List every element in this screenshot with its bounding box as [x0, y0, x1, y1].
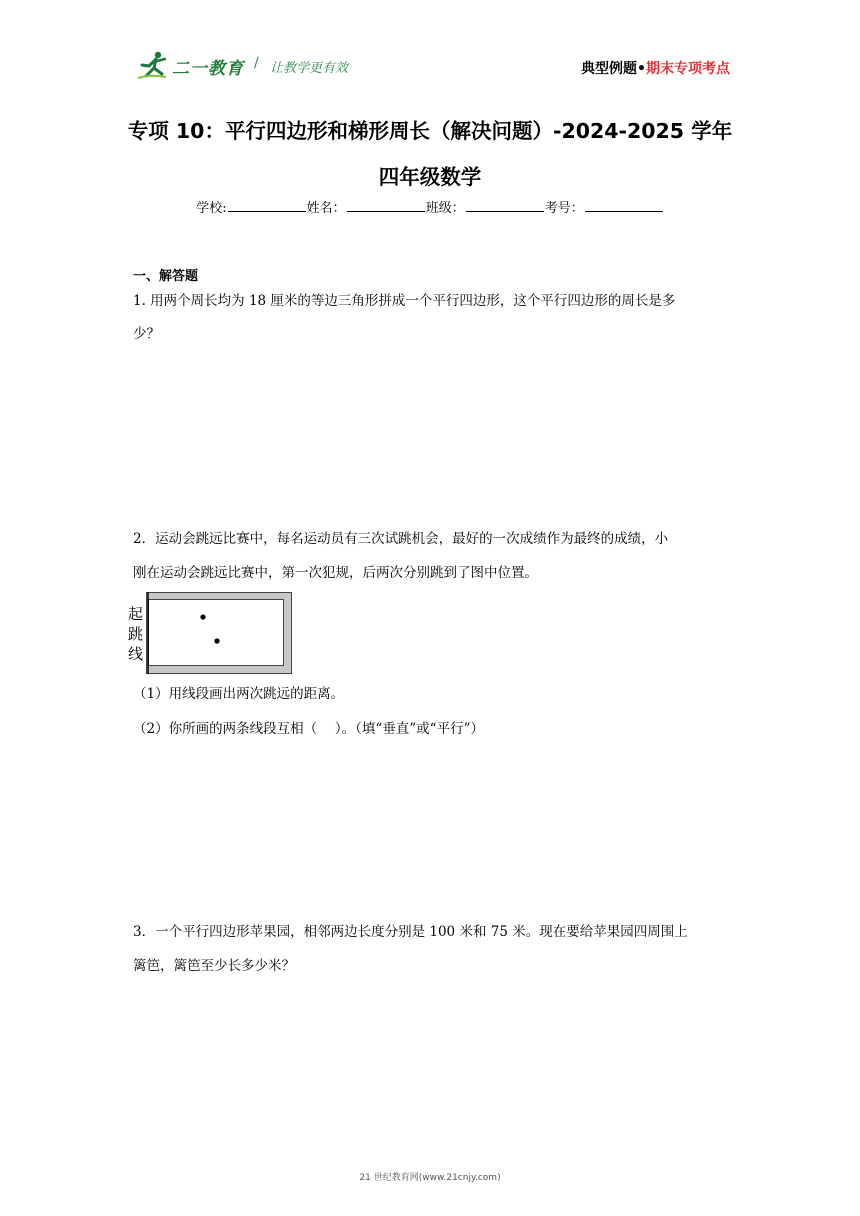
- class-label: 班级：: [425, 201, 465, 216]
- question-2-line2: 刚在运动会跳远比赛中，第一次犯规，后两次分别跳到了图中位置。: [133, 565, 538, 581]
- document-title-line2: 四年级数学: [378, 165, 482, 189]
- runner-logo-icon: [136, 50, 172, 80]
- sand-pit: [149, 600, 284, 666]
- class-blank[interactable]: [466, 199, 544, 212]
- jump-mark-1: [200, 614, 205, 619]
- brand-name: 二一教育: [172, 59, 244, 79]
- exam-no-label: 考号：: [544, 201, 584, 216]
- document-title-line1: 专项 10：平行四边形和梯形周长（解决问题）-2024-2025 学年: [127, 119, 733, 143]
- question-2-line1: 2．运动会跳远比赛中，每名运动员有三次试跳机会，最好的一次成绩作为最终的成绩，小: [133, 531, 669, 547]
- school-label: 学校:: [196, 201, 227, 216]
- question-3-line2: 篱笆，篱笆至少长多少米？: [133, 958, 295, 974]
- header-tag-black: 典型例题: [581, 61, 638, 77]
- question-2-subquestion-2: （2）你所画的两条线段互相（ ）。（填“垂直”或“平行”）: [133, 721, 484, 737]
- brand-slogan: 让教学更有效: [270, 61, 349, 76]
- page-footer: 21 世纪教育网(www.21cnjy.com): [359, 1173, 501, 1183]
- name-label: 姓名：: [306, 201, 346, 216]
- question-1-line2: 少？: [133, 326, 160, 342]
- takeoff-label-char-3: 线: [128, 645, 144, 663]
- takeoff-label-char-1: 起: [128, 605, 144, 623]
- name-blank[interactable]: [347, 199, 425, 212]
- question-1-line1: 1. 用两个周长均为 18 厘米的等边三角形拼成一个平行四边形，这个平行四边形的周长是多: [133, 293, 676, 309]
- header-tagline: [581, 58, 730, 78]
- jump-mark-2: [214, 638, 219, 643]
- header-separator: /: [254, 55, 259, 71]
- student-info-line: [0, 197, 860, 216]
- exam-no-blank[interactable]: [585, 199, 663, 212]
- question-3-line1: 3．一个平行四边形苹果园，相邻两边长度分别是 100 米和 75 米。现在要给苹果园四周围上: [133, 924, 688, 940]
- header-tag-dot: •: [637, 61, 646, 77]
- takeoff-label-char-2: 跳: [128, 625, 144, 643]
- section-heading: 一、解答题: [133, 269, 199, 284]
- header-tag-red: 期末专项考点: [646, 61, 730, 77]
- question-2-subquestion-1: （1）用线段画出两次跳远的距离。: [133, 686, 345, 702]
- header-logo: [136, 50, 368, 82]
- school-blank[interactable]: [228, 199, 306, 212]
- long-jump-figure: [126, 591, 294, 675]
